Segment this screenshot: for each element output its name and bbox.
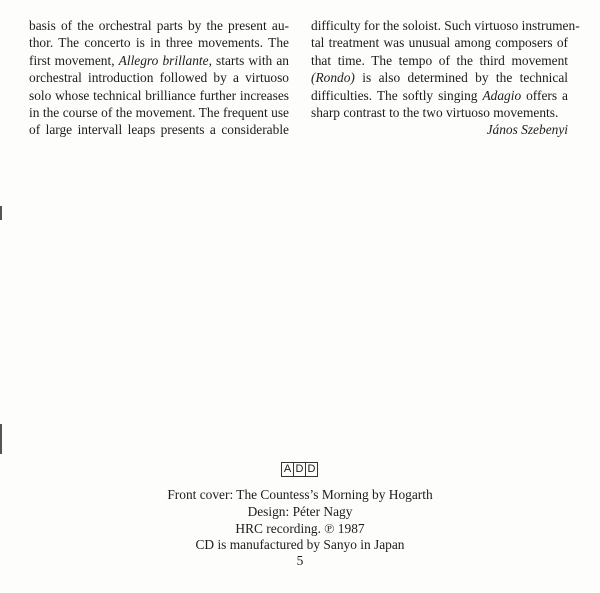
text-line: of large intervall leaps presents a considerable xyxy=(29,122,289,138)
text-line: tal treatment was unusual among composers of xyxy=(311,35,568,51)
text-line: basis of the orchestral parts by the present au- xyxy=(29,18,289,33)
movement-title: Adagio xyxy=(482,87,522,103)
badge-letter: A xyxy=(282,463,294,476)
text-line: thor. The concerto is in three movements. The xyxy=(29,35,289,51)
movement-title: (Rondo) xyxy=(311,70,355,86)
left-edge-mark-bottom xyxy=(0,424,2,454)
text-line: difficulty for the soloist. Such virtuoso instrumen- xyxy=(311,18,580,33)
author-signature: János Szebenyi xyxy=(486,122,568,138)
left-edge-mark-top xyxy=(0,206,2,220)
text-line: sharp contrast to the two virtuoso movements. xyxy=(311,105,559,121)
text-line: in the course of the movement. The frequent use xyxy=(29,105,289,121)
movement-title: Allegro brillante, xyxy=(118,52,212,68)
left-text-column xyxy=(29,17,289,139)
design-credit: Design: Péter Nagy xyxy=(247,503,353,519)
text-line: orchestral introduction followed by a virtuoso xyxy=(29,70,289,86)
manufacture-credit: CD is manufactured by Sanyo in Japan xyxy=(195,537,405,553)
recording-credit: HRC recording. ℗ 1987 xyxy=(235,520,365,536)
text-line: (Rondo) is also determined by the technical xyxy=(311,70,568,86)
badge-letter: D xyxy=(307,463,316,475)
text-line: difficulties. The softly singing Adagio offers a xyxy=(311,87,568,103)
add-recording-code-badge xyxy=(281,462,318,477)
front-cover-credit: Front cover: The Countess’s Morning by Hogarth xyxy=(167,487,433,502)
text-line: solo whose technical brilliance further increases xyxy=(29,87,289,103)
text-line: that time. The tempo of the third movement xyxy=(311,52,568,68)
right-text-column xyxy=(311,17,580,139)
credits-block xyxy=(0,487,600,554)
badge-letter: D xyxy=(294,463,306,476)
page-number: 5 xyxy=(296,553,304,568)
text-line: first movement, Allegro brillante, starts with an xyxy=(29,52,289,68)
